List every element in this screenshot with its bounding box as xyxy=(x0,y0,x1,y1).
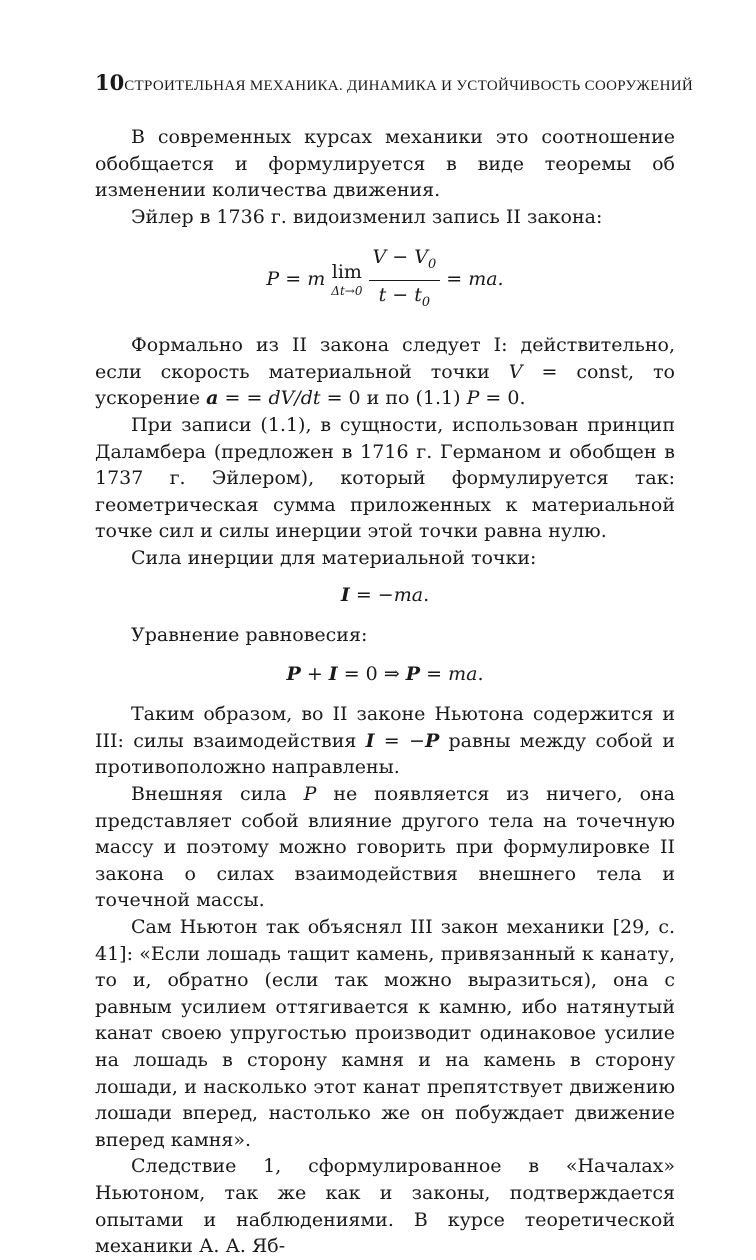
paragraph: Эйлер в 1736 г. видоизменил запись II закона: xyxy=(131,205,603,228)
text-run: = = xyxy=(218,387,269,410)
paragraph xyxy=(95,332,675,412)
symbol-ma: ma xyxy=(448,662,478,685)
paragraph: Сила инерции для материальной точки: xyxy=(131,546,537,569)
symbol-ma: ma xyxy=(393,583,424,606)
page-number: 10 xyxy=(95,70,125,95)
text-run: = const, то ускорение xyxy=(95,360,675,410)
text-run: равны между собой и противоположно направлены. xyxy=(95,729,675,779)
lim-subscript: Δt→0 xyxy=(331,284,363,299)
formula-text: = 0 ⇒ xyxy=(337,662,406,685)
symbol-P: P xyxy=(424,729,440,752)
limit-operator xyxy=(331,263,362,297)
symbol-P: P xyxy=(405,662,421,685)
symbol-P: P xyxy=(286,662,301,685)
formula-inertia xyxy=(95,582,675,609)
fraction xyxy=(369,244,441,316)
formula-lhs: P = m xyxy=(266,268,326,291)
symbol-P: P xyxy=(466,387,480,410)
numerator-text: V − V xyxy=(372,246,428,269)
paragraph xyxy=(95,701,675,781)
fraction-numerator xyxy=(369,244,441,280)
text-run: Внешняя сила xyxy=(131,783,304,806)
paragraph xyxy=(95,781,675,914)
text-run: = − xyxy=(374,729,425,752)
symbol-I: I xyxy=(365,729,375,752)
text-run: Таким образом, во II законе Ньютона содержится и III: силы взаимодействия xyxy=(95,703,675,752)
paragraph: Сам Ньютон так объяснял III закон механики [29, с. 41]: «Если лошадь тащит камень, привязанный к канату, то и, обратно (если так можно выразиться), она с равным усилием оттягивается к камню, ибо натянутый канат своею упругостью производит одинаковое усилие на лошадь в сторону камня и на камень в сторону лошади, и насколько этот канат препятствует движению лошади вперед, настолько же он побуждает движение вперед камня». xyxy=(95,916,675,1151)
paragraph: В современных курсах механики это соотношение обобщается и формулируется в виде теоремы об изменении количества движения. xyxy=(95,126,675,202)
symbol-I: I xyxy=(340,583,350,606)
symbol-V: V xyxy=(508,360,523,383)
text-run: = 0. xyxy=(479,387,526,410)
numerator-subscript: 0 xyxy=(427,257,437,273)
denominator-text: t − t xyxy=(378,283,422,306)
symbol-I: I xyxy=(328,662,338,685)
page-header xyxy=(95,70,694,104)
formula-rhs: = ma. xyxy=(446,268,504,291)
text-run: = 0 и по (1.1) xyxy=(320,387,467,410)
text-run: не появляется из ничего, она представляет собой влияние другого тела на точечную массу и поэтому можно говорить при формулировке II закона о силах взаимодействия внешнего тела и точечной массы. xyxy=(95,783,675,912)
formula-text: = − xyxy=(349,583,394,606)
text-run: Формально из II закона следует I: действительно, если скорость материальной точки xyxy=(95,334,675,383)
body-text xyxy=(95,124,675,1260)
running-title: СТРОИТЕЛЬНАЯ МЕХАНИКА. ДИНАМИКА И УСТОЙЧИВОСТЬ СООРУЖЕНИЙ xyxy=(124,78,694,94)
formula-end: . xyxy=(423,583,430,606)
symbol-P: P xyxy=(303,783,317,806)
symbol-a: a xyxy=(206,387,219,410)
formula-text: + xyxy=(300,662,329,685)
formula-equilibrium xyxy=(95,661,675,688)
paragraph: Уравнение равновесия: xyxy=(131,624,368,647)
paragraph: Следствие 1, сформулированное в «Началах» Ньютоном, так же как и законы, подтверждается опытами и наблюдениями. В курсе теоретической механики А. А. Яб- xyxy=(95,1155,675,1258)
symbol-dVdt: dV/dt xyxy=(268,387,321,410)
paragraph: При записи (1.1), в сущности, использован принцип Даламбера (предложен в 1716 г. Германом и обобщен в 1737 г. Эйлером), который формулируется так: геометрическая сумма приложенных к материальной точке сил и силы инерции этой точки равна нулю. xyxy=(95,413,675,543)
formula-text: = xyxy=(420,662,449,685)
denominator-subscript: 0 xyxy=(421,294,431,310)
formula-end: . xyxy=(477,662,484,685)
formula-euler xyxy=(95,244,675,316)
lim-word: lim xyxy=(331,261,362,284)
fraction-denominator xyxy=(369,281,441,316)
